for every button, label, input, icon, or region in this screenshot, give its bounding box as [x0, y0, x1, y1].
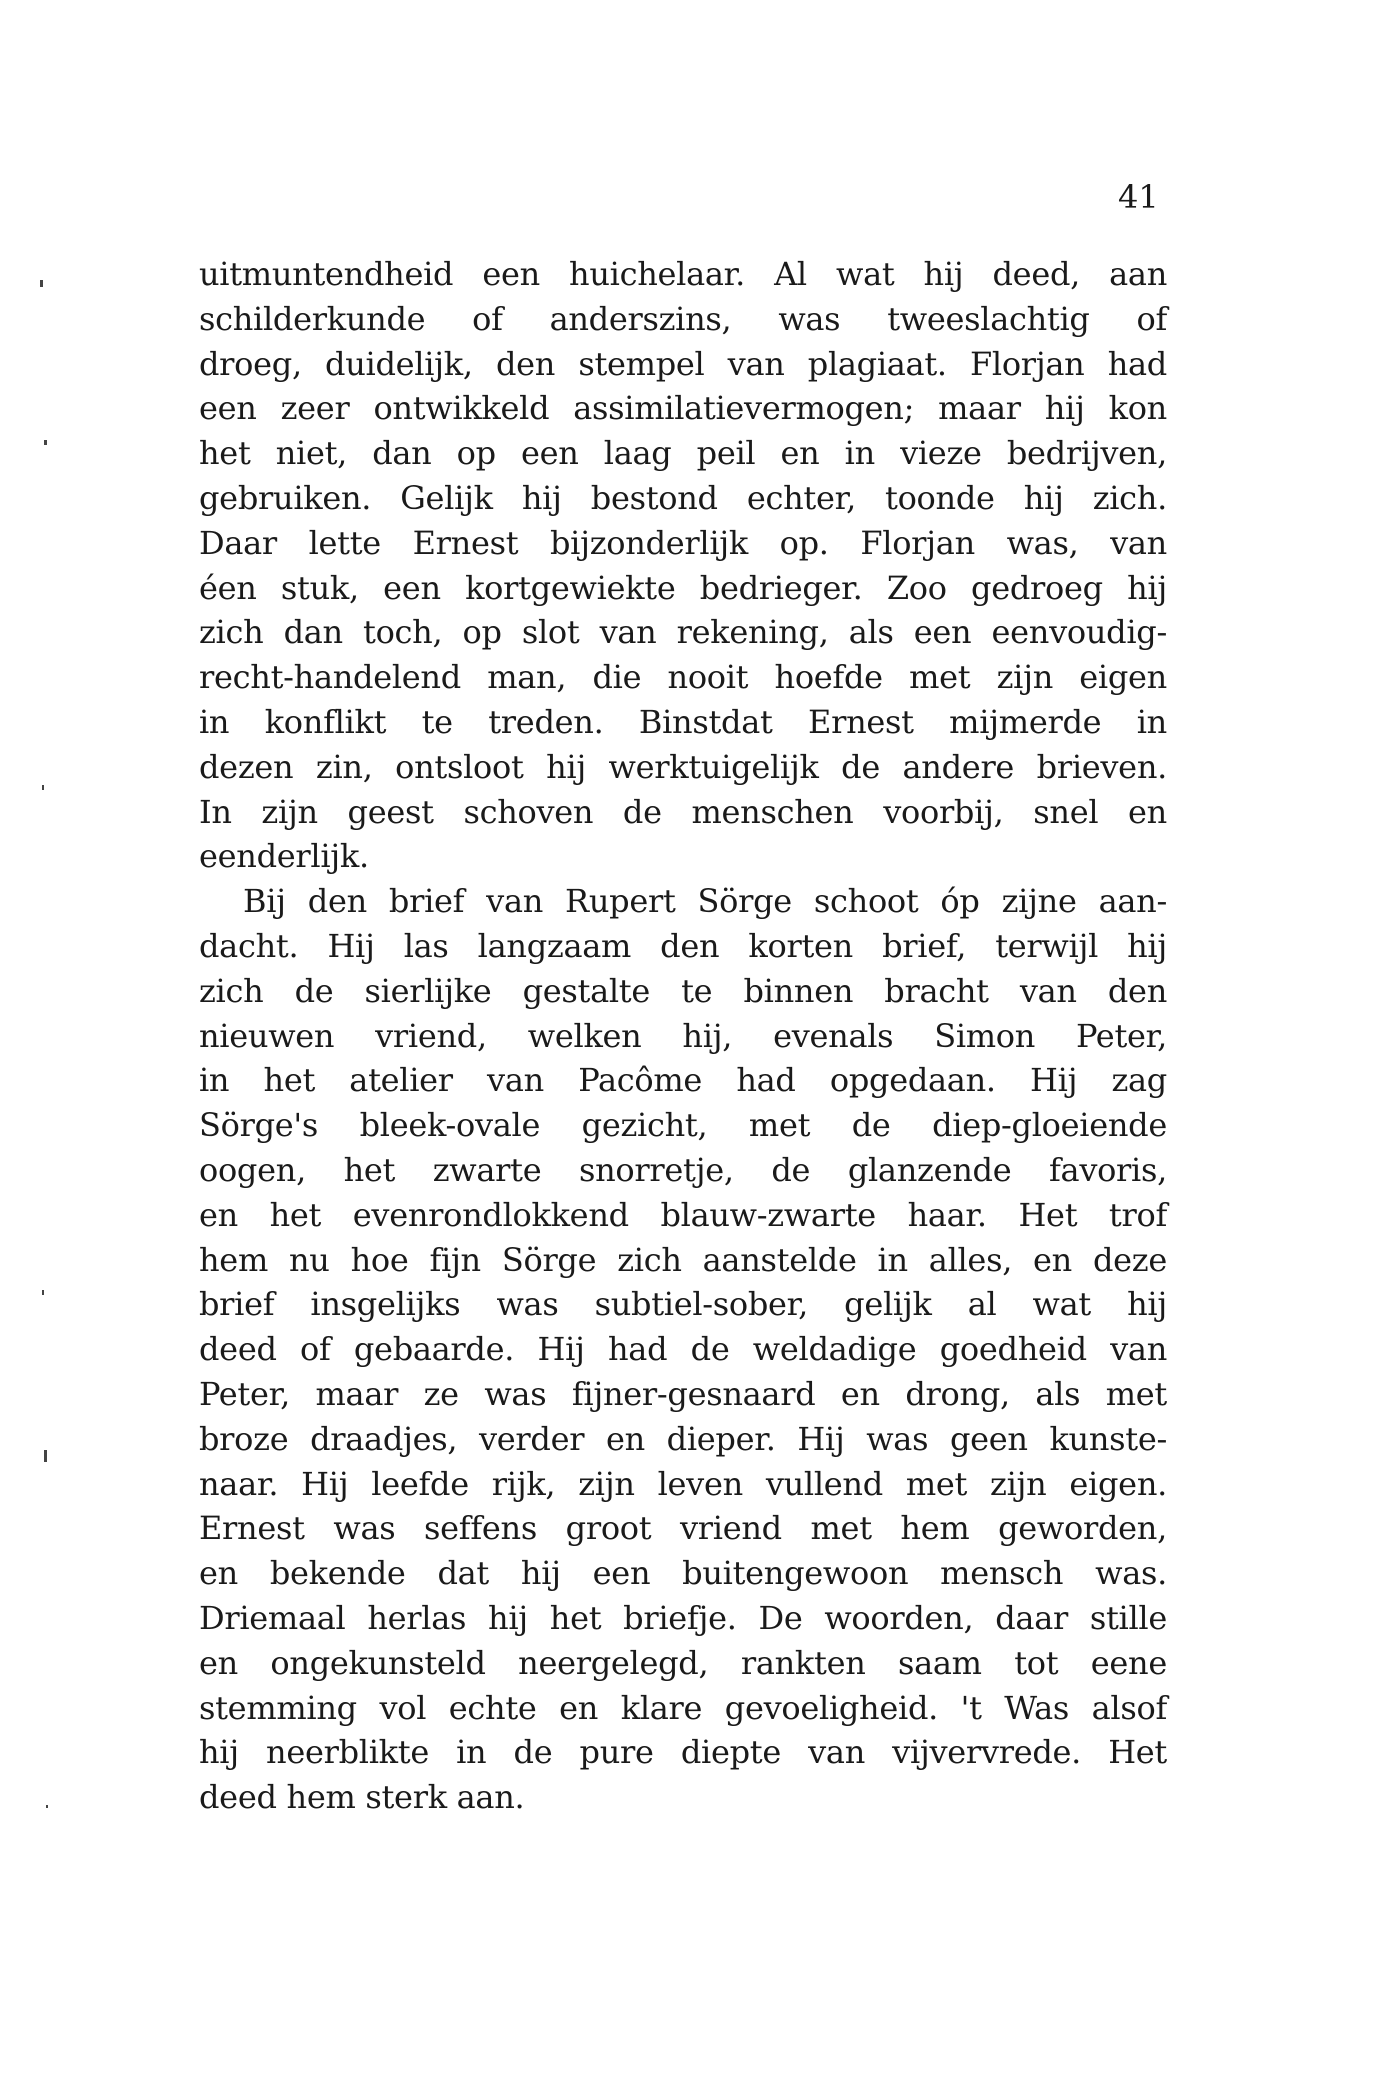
text-line: broze draadjes, verder en dieper. Hij was geen kunste- [199, 1419, 1167, 1458]
text-line: en ongekunsteld neergelegd, rankten saam tot eene [199, 1643, 1167, 1682]
text-line: zich de sierlijke gestalte te binnen bracht van den [199, 971, 1167, 1010]
text-line: zich dan toch, op slot van rekening, als een eenvoudig- [199, 613, 1167, 652]
text-line: dacht. Hij las langzaam den korten brief, terwijl hij [199, 926, 1167, 965]
text-line: schilderkunde of anderszins, was tweeslachtig of [199, 299, 1167, 338]
scan-speck [46, 1805, 48, 1808]
text-line: oogen, het zwarte snorretje, de glanzende favoris, [199, 1150, 1167, 1189]
scan-speck [42, 1290, 44, 1295]
text-line: deed hem sterk aan. [199, 1778, 525, 1817]
text-line: en het evenrondlokkend blauw-zwarte haar. Het trof [199, 1195, 1167, 1234]
text-line: een zeer ontwikkeld assimilatievermogen; maar hij kon [199, 389, 1167, 428]
text-line: naar. Hij leefde rijk, zijn leven vullend met zijn eigen. [199, 1464, 1167, 1503]
text-line: brief insgelijks was subtiel-sober, gelijk al wat hij [199, 1285, 1167, 1324]
text-line: in het atelier van Pacôme had opgedaan. Hij zag [199, 1061, 1167, 1100]
text-line: en bekende dat hij een buitengewoon mensch was. [199, 1554, 1167, 1593]
text-line: In zijn geest schoven de menschen voorbij, snel en [199, 792, 1167, 831]
body-text [199, 252, 1167, 1820]
text-line: Sörge's bleek-ovale gezicht, met de diep-gloeiende [199, 1106, 1167, 1145]
text-line: Bij den brief van Rupert Sörge schoot óp zijne aan- [243, 882, 1167, 921]
text-line: deed of gebaarde. Hij had de weldadige goedheid van [199, 1330, 1167, 1369]
text-line: stemming vol echte en klare gevoeligheid. 't Was alsof [199, 1688, 1167, 1727]
scan-speck [40, 280, 43, 287]
text-line: Peter, maar ze was fijner-gesnaard en drong, als met [199, 1374, 1167, 1413]
text-line: in konflikt te treden. Binstdat Ernest mijmerde in [199, 702, 1167, 741]
text-line: uitmuntendheid een huichelaar. Al wat hij deed, aan [199, 255, 1167, 293]
text-line: recht-handelend man, die nooit hoefde met zijn eigen [199, 658, 1167, 697]
text-line: hem nu hoe fijn Sörge zich aanstelde in alles, en deze [199, 1240, 1167, 1279]
text-line: Daar lette Ernest bijzonderlijk op. Florjan was, van [199, 523, 1167, 562]
text-line: gebruiken. Gelijk hij bestond echter, toonde hij zich. [199, 478, 1167, 517]
text-line: éen stuk, een kortgewiekte bedrieger. Zoo gedroeg hij [199, 568, 1167, 607]
text-line: hij neerblikte in de pure diepte van vijvervrede. Het [199, 1733, 1167, 1772]
text-line: nieuwen vriend, welken hij, evenals Simon Peter, [199, 1016, 1167, 1055]
page-number: 41 [1118, 178, 1159, 216]
scan-speck [42, 785, 44, 790]
scan-speck [44, 440, 47, 445]
paragraph-2 [199, 879, 1167, 1820]
text-line: droeg, duidelijk, den stempel van plagiaat. Florjan had [199, 344, 1167, 383]
scan-speck [44, 1450, 47, 1462]
text-line: Ernest was seffens groot vriend met hem geworden, [199, 1509, 1167, 1548]
paragraph-1 [199, 252, 1167, 879]
text-line: eenderlijk. [199, 837, 369, 876]
text-line: dezen zin, ontsloot hij werktuigelijk de andere brieven. [199, 747, 1167, 786]
text-line: Driemaal herlas hij het briefje. De woorden, daar stille [199, 1598, 1167, 1637]
text-line: het niet, dan op een laag peil en in vieze bedrijven, [199, 434, 1167, 473]
